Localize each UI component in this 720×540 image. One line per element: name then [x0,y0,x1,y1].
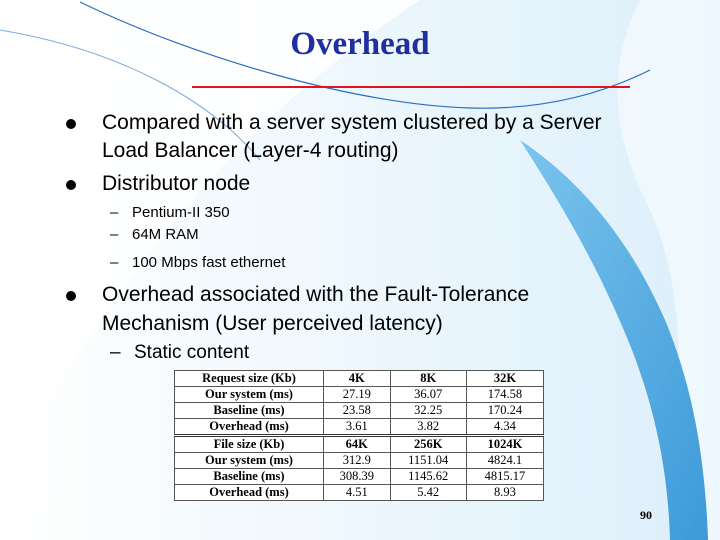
dash-icon: – [110,204,119,221]
bullet-text: Overhead associated with the Fault-Tolerance [102,283,530,306]
bullet-text-cont: Mechanism (User perceived latency) [102,312,443,335]
title-underline [192,86,630,88]
dash-icon: – [110,254,119,271]
table-row: Baseline (ms) 23.58 32.25 170.24 [175,403,544,419]
table-header-row: File size (Kb) 64K 256K 1024K [175,436,544,453]
overhead-table [174,370,544,501]
table-header-row: Request size (Kb) 4K 8K 32K [175,371,544,387]
table-row: Our system (ms) 27.19 36.07 174.58 [175,387,544,403]
bullet-text-cont: Load Balancer (Layer-4 routing) [102,139,399,162]
dash-icon: – [110,226,119,243]
table-row: Overhead (ms) 4.51 5.42 8.93 [175,485,544,501]
bullet-dot-icon [66,180,76,190]
table-row: Baseline (ms) 308.39 1145.62 4815.17 [175,469,544,485]
table-row: Overhead (ms) 3.61 3.82 4.34 [175,419,544,436]
table-row: Our system (ms) 312.9 1151.04 4824.1 [175,453,544,469]
page-number: 90 [640,508,652,522]
bullet-text: Distributor node [102,172,251,195]
bullet-text: Compared with a server system clustered by a Server [102,111,602,134]
dash-icon: – [110,342,121,363]
slide-title: Overhead [290,26,430,62]
bullet-dot-icon [66,291,76,301]
bullet-dot-icon [66,119,76,129]
